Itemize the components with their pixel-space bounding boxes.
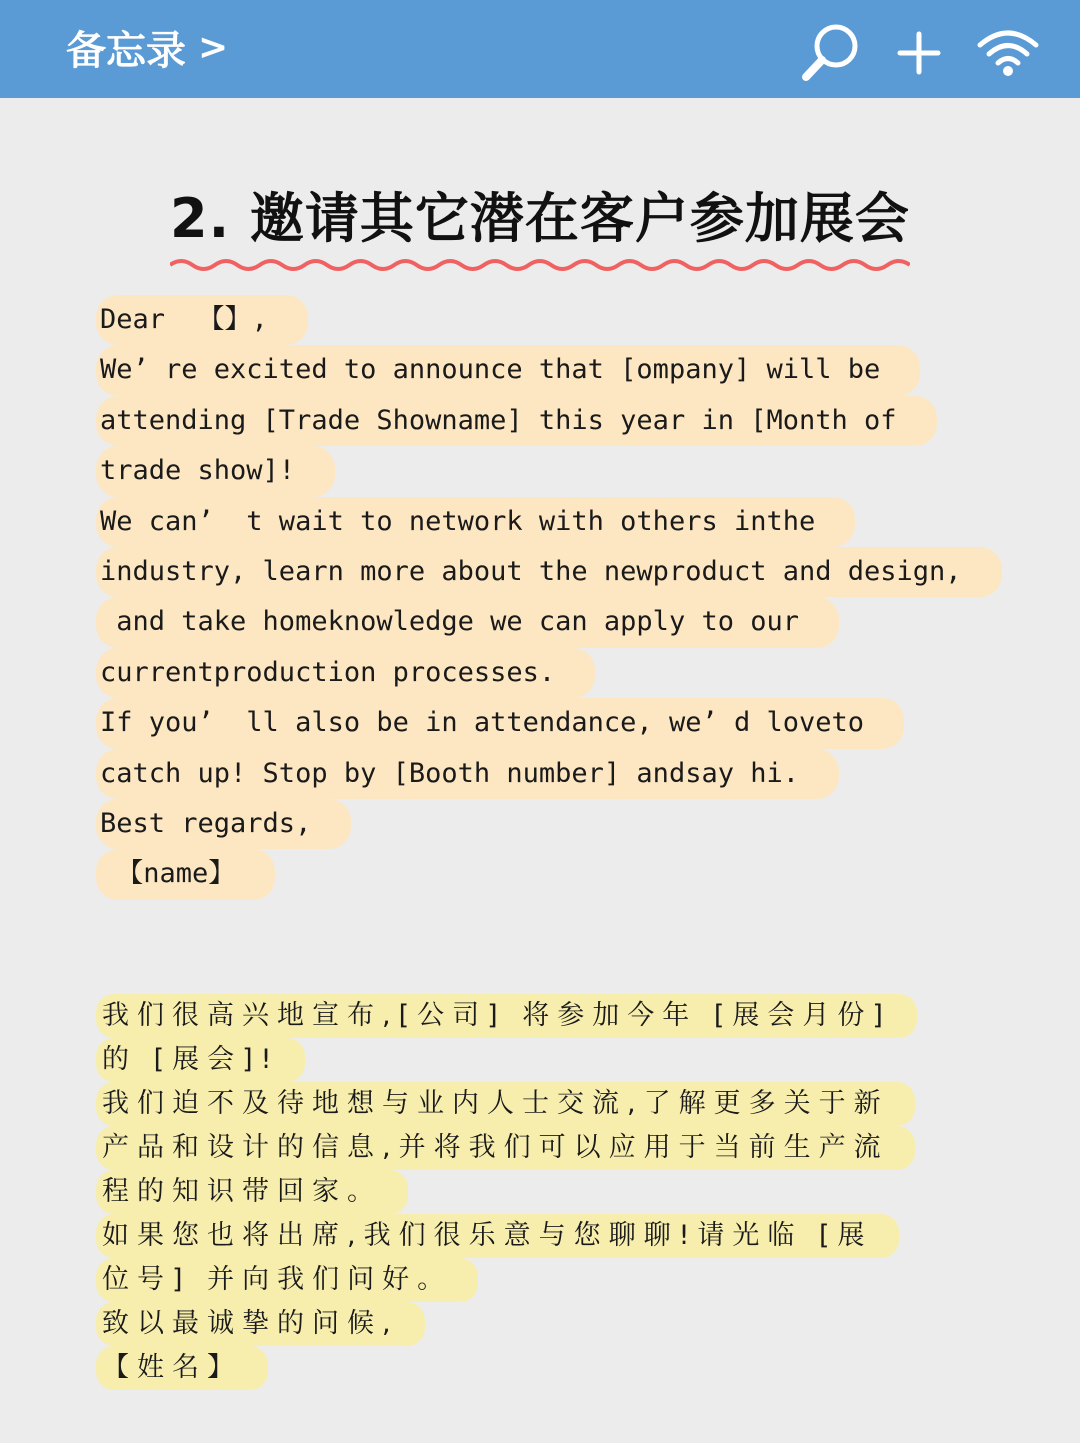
letter-line: 产品和设计的信息,并将我们可以应用于当前生产流 (100, 1126, 1000, 1170)
letter-line: 程的知识带回家。 (100, 1170, 1000, 1214)
letter-line: 位号] 并向我们问好。 (100, 1258, 1000, 1302)
letter-line: 如果您也将出席,我们很乐意与您聊聊!请光临 [展 (100, 1214, 1000, 1258)
letter-line: currentproduction processes. (100, 648, 1030, 698)
letter-line: trade show]! (100, 446, 1030, 496)
wifi-icon (976, 27, 1040, 79)
letter-line: 致以最诚挚的问候, (100, 1302, 1000, 1346)
chevron-right-icon: > (198, 26, 229, 68)
letter-line: industry, learn more about the newproduct and design, (100, 547, 1030, 597)
letter-line: attending [Trade Showname] this year in [Month of (100, 396, 1030, 446)
search-icon[interactable] (800, 22, 862, 84)
top-bar (0, 0, 1080, 98)
back-button[interactable] (66, 22, 228, 72)
letter-line: We can’ t wait to network with others inthe (100, 497, 1030, 547)
english-letter (100, 295, 1030, 900)
page-title: 2. 邀请其它潜在客户参加展会 (170, 176, 910, 265)
chinese-letter (100, 994, 1000, 1390)
letter-line: Best regards, (100, 799, 1030, 849)
letter-line: catch up! Stop by [Booth number] andsay hi. (100, 749, 1030, 799)
back-label: 备忘录 (66, 27, 186, 74)
letter-line: and take homeknowledge we can apply to our (100, 597, 1030, 647)
letter-line: We’ re excited to announce that [ompany] will be (100, 345, 1030, 395)
letter-line: If you’ ll also be in attendance, we’ d loveto (100, 698, 1030, 748)
letter-line: 【姓名】 (100, 1346, 1000, 1390)
letter-line: 的 [展会]! (100, 1038, 1000, 1082)
letter-line: 我们迫不及待地想与业内人士交流,了解更多关于新 (100, 1082, 1000, 1126)
wavy-underline (170, 257, 910, 273)
letter-line: 【name】 (100, 849, 1030, 899)
plus-icon[interactable] (896, 30, 942, 76)
letter-line: 我们很高兴地宣布,[公司] 将参加今年 [展会月份] (100, 994, 1000, 1038)
letter-line: Dear 【】, (100, 295, 1030, 345)
